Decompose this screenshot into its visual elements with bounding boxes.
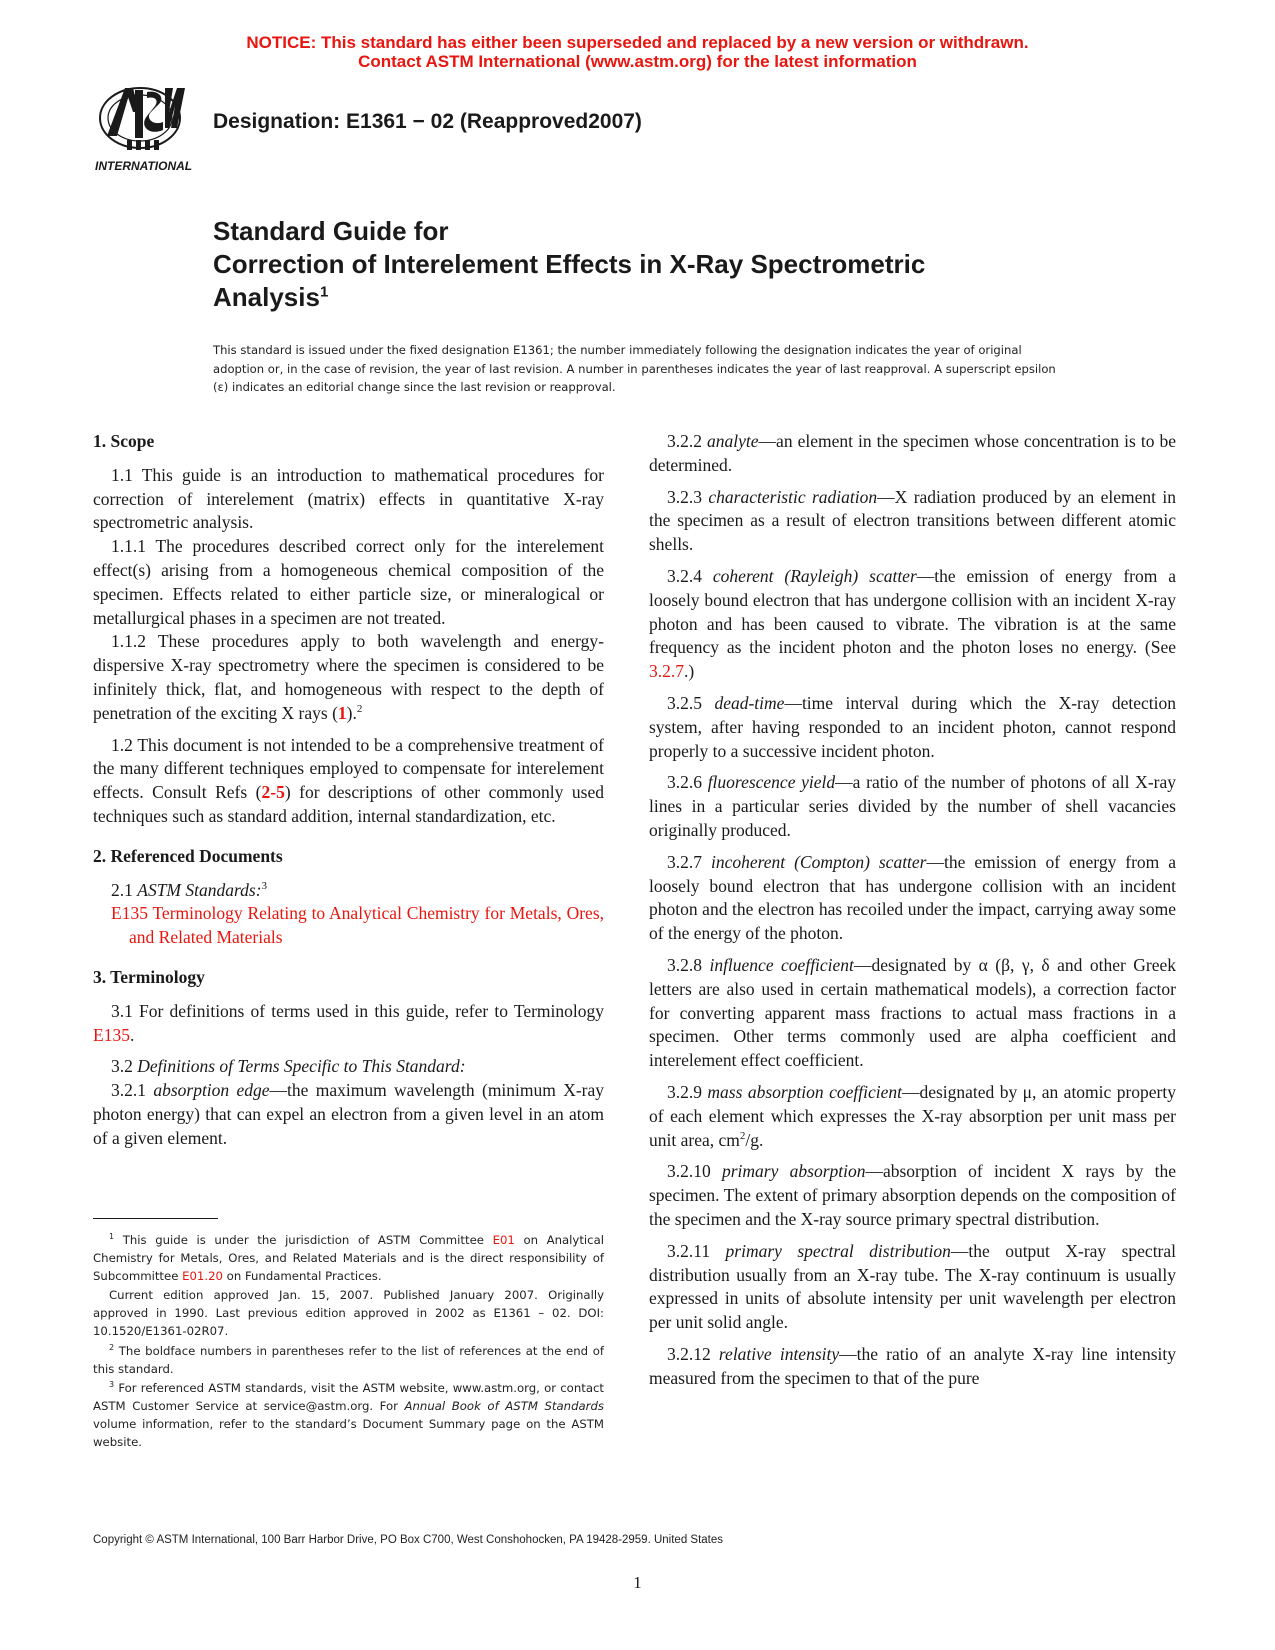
para-3-2: 3.2 Definitions of Terms Specific to This Standard: — [111, 1056, 466, 1077]
issuance-note: This standard is issued under the fixed designation E1361; the number immediately following the designation indicates the year of original adoption or, in the case of revision, the year of last revision. A number in parentheses indicates the year of last reapproval. A superscript epsilon (ε) indicates an editorial change since the last revision or reapproval. — [213, 343, 1056, 394]
title-line-1: Standard Guide for — [213, 216, 449, 246]
definition-3-2-8: 3.2.8 influence coefficient—designated by α (β, γ, δ and other Greek letters are also used in certain mathematical models), a correction factor for converting apparent mass fractions to actual mass fractions in a specimen. Other terms commonly used are alpha coefficient and interelement effect coefficient. — [649, 954, 1176, 1071]
section-2-heading: 2. Referenced Documents — [93, 845, 283, 866]
para-1-2: 1.2 This document is not intended to be a comprehensive treatment of the many different techniques employed to compensate for interelement effects. Consult Refs (2-5) for descriptions of other commonly used techniques such as standard addition, internal standardization, etc. — [93, 734, 604, 826]
para-3-1: 3.1 For definitions of terms used in this guide, refer to Terminology E135. — [93, 1000, 604, 1045]
terminology-link-e135[interactable]: E135 — [93, 1024, 130, 1045]
committee-link-e01[interactable]: E01 — [492, 1233, 515, 1247]
notice-line-1: NOTICE: This standard has either been superseded and replaced by a new version or withdrawn. — [246, 33, 1029, 52]
definition-3-2-12: 3.2.12 relative intensity—the ratio of an analyte X-ray line intensity measured from the specimen to that of the pure — [649, 1343, 1176, 1388]
reference-link-2-5[interactable]: 2-5 — [261, 782, 285, 803]
reference-link-1[interactable]: 1 — [337, 702, 347, 723]
document-title — [213, 215, 925, 314]
referenced-standard-e135[interactable] — [93, 902, 604, 950]
page-number: 1 — [633, 1573, 642, 1592]
footnote-divider — [93, 1218, 218, 1219]
logo-wordmark: INTERNATIONAL — [95, 159, 193, 173]
subcommittee-link-e01-20[interactable]: E01.20 — [182, 1268, 223, 1283]
footnote-edition: Current edition approved Jan. 15, 2007. Published January 2007. Originally approved in 1990. Last previous edition approved in 2002 as E1361 – 02. DOI: 10.1520/E1361-02R07. — [93, 1288, 604, 1338]
copyright-line: Copyright © ASTM International, 100 Barr Harbor Drive, PO Box C700, West Conshohocken, PA 19428-2959. United States — [93, 1534, 724, 1546]
definition-3-2-5: 3.2.5 dead-time—time interval during which the X-ray detection system, after having responded to an incident photon, cannot respond properly to a successive incident photon. — [649, 692, 1176, 761]
footnote-2: $^2$ The boldface numbers in parentheses refer to the list of references at the end of this standard. — [93, 1342, 604, 1376]
title-line-3: Analysis$^1$ — [213, 282, 329, 312]
definition-3-2-2: 3.2.2 analyte—an element in the specimen whose concentration is to be determined. — [649, 431, 1177, 475]
section-1-heading: 1. Scope — [93, 431, 155, 451]
definition-3-2-9: 3.2.9 mass absorption coefficient—designated by μ, an atomic property of each element which expresses the X-ray absorption per unit mass per unit area, $cm^2/g$. — [649, 1081, 1176, 1150]
designation: Designation: E1361 − 02 (Reapproved2007) — [213, 110, 642, 133]
para-2-1: 2.1 ASTM Standards:$^3$ — [111, 879, 268, 900]
title-line-2: Correction of Interelement Effects in X-Ray Spectrometric — [213, 249, 926, 279]
para-1-1-1: 1.1.1 The procedures described correct only for the interelement effect(s) arising from a homogeneous chemical composition of the specimen. Effects related to either particle size, or mineralogical or metallurgical phases in a specimen are not treated. — [93, 536, 604, 628]
footnote-1: $^1$ This guide is under the jurisdiction of ASTM Committee E01 on Analytical Chemistry for Metals, Ores, and Related Materials and is the direct responsibility of Subcommittee E01.20 on Fundamental Practices. — [93, 1232, 604, 1283]
definition-3-2-3: 3.2.3 characteristic radiation—X radiation produced by an element in the specimen as a result of electron transitions between different atomic shells. — [649, 486, 1177, 555]
definition-3-2-1: 3.2.1 absorption edge—the maximum wavelength (minimum X-ray photon energy) that can expel an electron from a given level in an atom of a given element. — [93, 1080, 604, 1148]
footnote-3: $^3$ For referenced ASTM standards, visit the ASTM website, www.astm.org, or contact ASTM Customer Service at service@astm.org. For Annual Book of ASTM Standards volume information, refer to the standard’s Document Summary page on the ASTM website. — [93, 1380, 604, 1449]
notice-line-2: Contact ASTM International (www.astm.org) for the latest information — [358, 52, 917, 71]
referenced-standard-code[interactable]: E135 — [111, 903, 148, 924]
definition-3-2-7: 3.2.7 incoherent (Compton) scatter—the emission of energy from a loosely bound electron that has undergone collision with an incident photon and the electron has recoiled under the impact, carrying away some of the energy of the photon. — [649, 851, 1176, 944]
astm-international-logo-icon — [93, 82, 201, 174]
definition-3-2-6: 3.2.6 fluorescence yield—a ratio of the number of photons of all X-ray lines in a particular series divided by the number of shell vacancies originally produced. — [649, 772, 1176, 840]
section-3-heading: 3. Terminology — [93, 966, 205, 987]
footnotes — [93, 1232, 604, 1454]
right-column — [649, 430, 1176, 1398]
para-1-1: 1.1 This guide is an introduction to mathematical procedures for correction of interelement (matrix) effects in quantitative X-ray spectrometric analysis. — [93, 464, 604, 533]
definition-3-2-11: 3.2.11 primary spectral distribution—the output X-ray spectral distribution usually from an X-ray tube. The X-ray continuum is usually expressed in units of absolute intensity per unit wavelength per electron per unit solid angle. — [649, 1240, 1177, 1333]
cross-reference-3-2-7[interactable]: 3.2.7 — [649, 661, 684, 682]
left-column — [93, 430, 604, 1159]
definition-3-2-4: 3.2.4 coherent (Rayleigh) scatter—the emission of energy from a loosely bound electron that has undergone collision with an incident X-ray photon and has been caused to vibrate. The vibration is at the same frequency as the incident photon and the photon loses no energy. (See 3.2.7.) — [649, 565, 1177, 682]
definition-3-2-10: 3.2.10 primary absorption—absorption of incident X rays by the specimen. The extent of primary absorption depends on the composition of the specimen and the X-ray source primary spectral distribution. — [649, 1161, 1176, 1229]
para-1-1-2: 1.1.2 These procedures apply to both wavelength and energy-dispersive X-ray spectrometry where the specimen is considered to be infinitely thick, flat, and homogeneous with respect to the depth of penetration of the exciting X rays (1).$^2$ — [93, 631, 604, 723]
referenced-standard-title[interactable]: Terminology Relating to Analytical Chemistry for Metals, Ores, and Related Materials — [129, 903, 604, 948]
supersession-notice — [0, 33, 1275, 71]
title-footnote-mark: 1 — [319, 283, 329, 301]
